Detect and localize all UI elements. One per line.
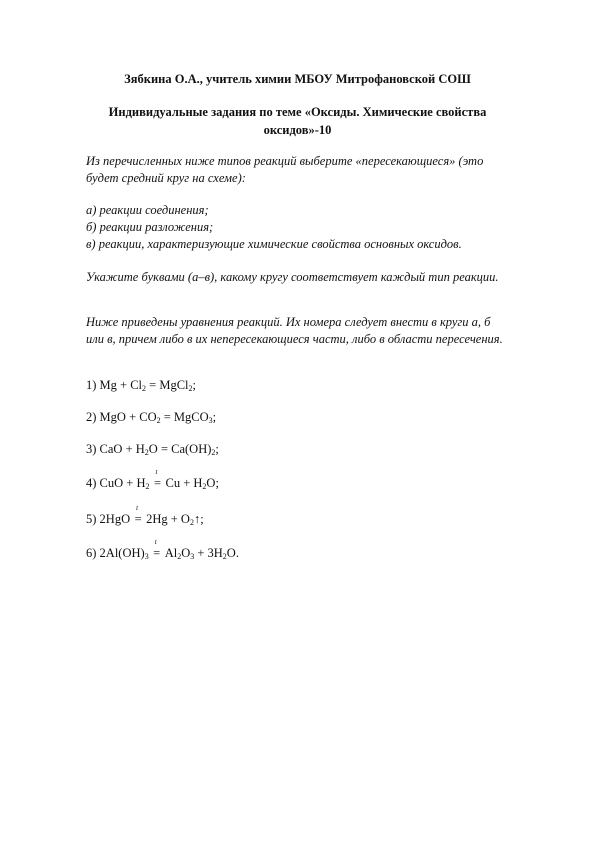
reaction-types-list [86,202,506,253]
task-instruction-3: Ниже приведены уравнения реакций. Их номера следует внести в круги а, б или в, причем либо в их непересекающиеся части, либо в области пересечения. [86,315,503,346]
option-v: в) реакции, характеризующие химические свойства основных оксидов. [86,237,462,251]
equation-5: 5) 2HgO t = $2Hg + O_2↑$; [86,504,204,527]
document-title: Индивидуальные задания по теме «Оксиды. Химические свойства оксидов»-10 [108,105,487,137]
task-instruction-2: Укажите буквами (а–в), какому кругу соответствует каждый тип реакции. [86,270,499,284]
option-b: б) реакции разложения; [86,220,214,234]
equation-2: 2) MgO + $CO_2$ = MgCO$_3$; [86,410,217,425]
equation-3: 3) CaO + $H_2O = Ca(OH)_2$; [86,442,219,457]
author-line: Зябкина О.А., учитель химии МБОУ Митрофановской СОШ [124,72,471,86]
task-instruction-1: Из перечисленных ниже типов реакций выберите «пересекающиеся» (это будет средний круг на схеме): [86,154,484,185]
option-a: а) реакции соединения; [86,203,209,217]
equation-6: 6) $2Al(OH)_3$ t = $Al_2O_3 + 3H_2O$. [86,538,239,561]
equation-1: 1) $Mg + Cl_2$ = MgCl$_2$; [86,378,196,393]
heating-equals-sign: t = [153,538,161,560]
heating-equals-sign: t = [134,504,142,526]
heating-equals-sign: t = [153,468,162,490]
equation-4: 4) CuO + $H_2$ t = $Cu + H_2O$; [86,468,219,491]
